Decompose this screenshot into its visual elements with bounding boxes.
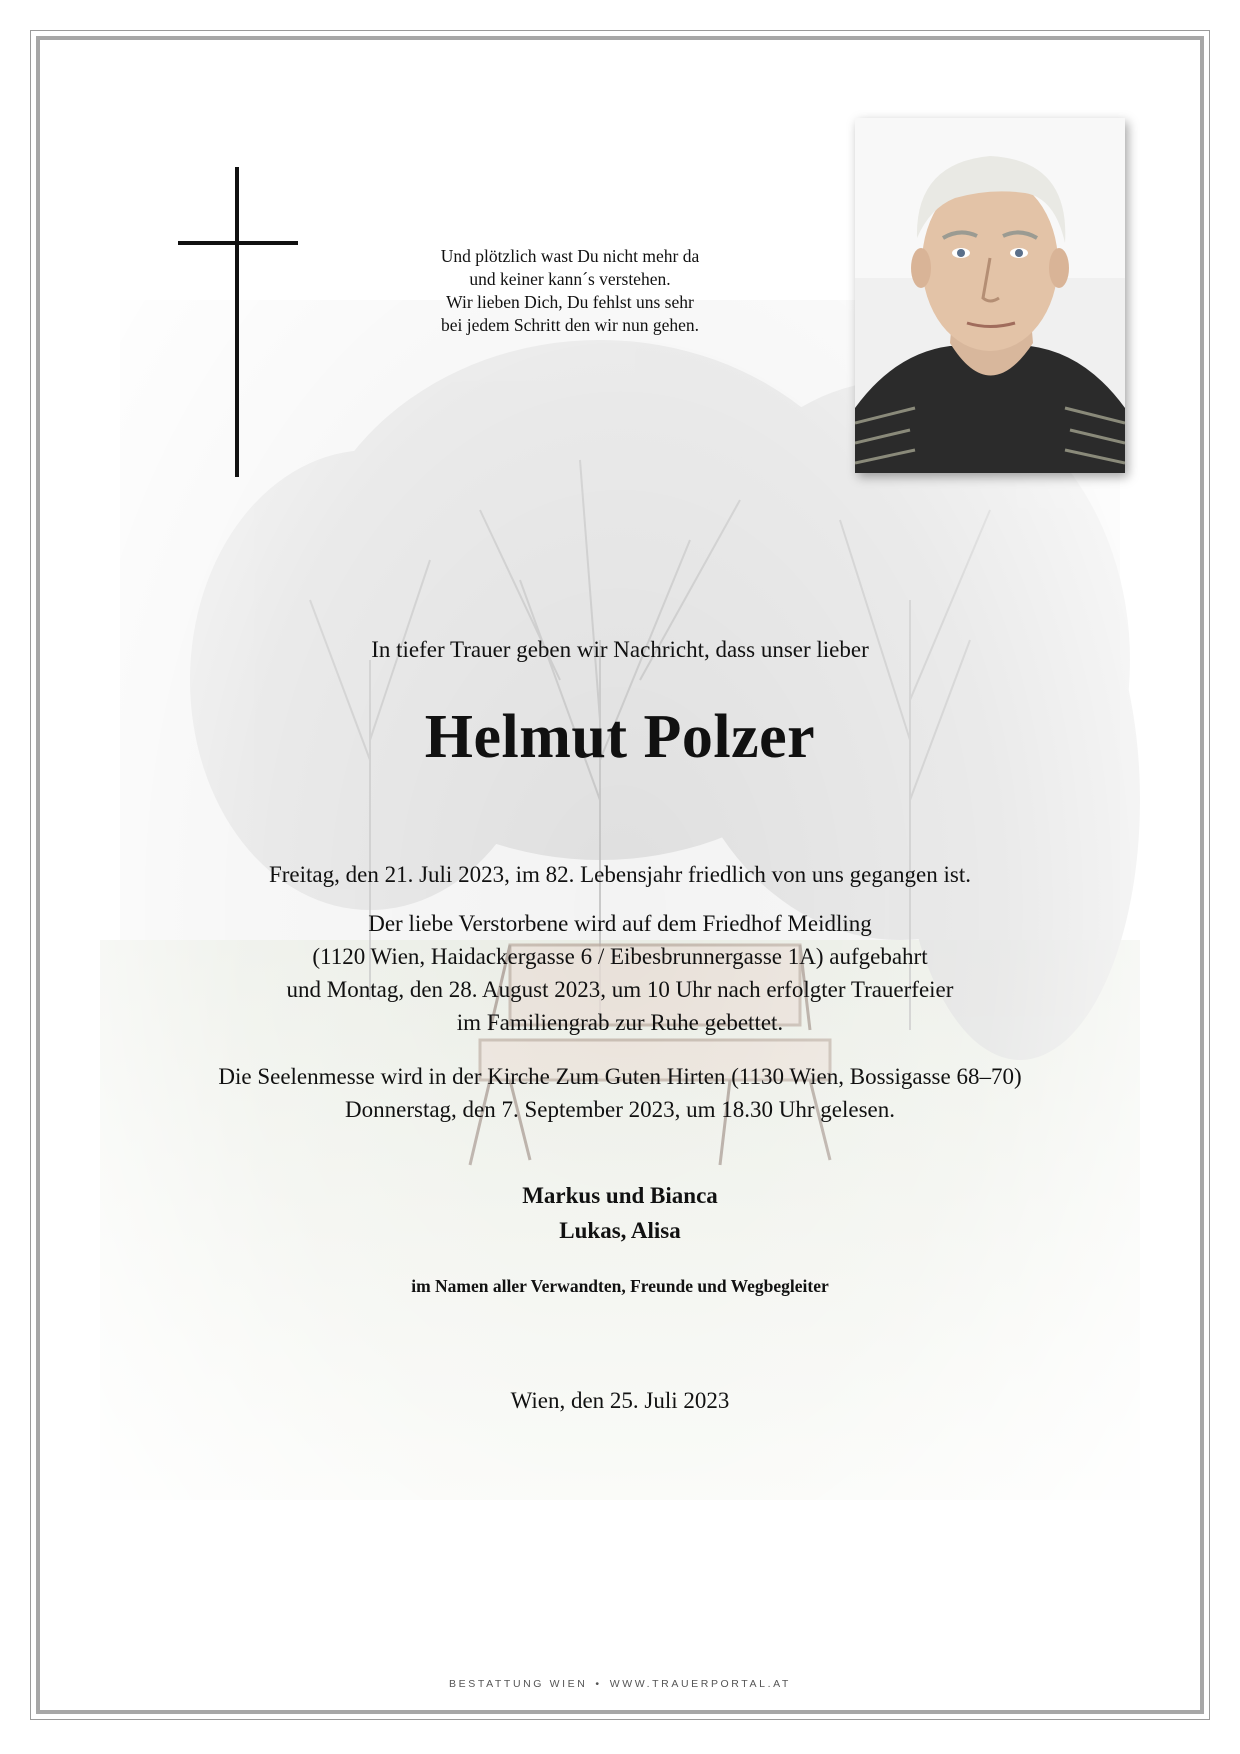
burial-line: im Familiengrab zur Ruhe gebettet. xyxy=(456,1010,784,1035)
death-line: Freitag, den 21. Juli 2023, im 82. Lebensjahr friedlich von uns gegangen ist. xyxy=(268,862,971,887)
poem-line: Und plötzlich wast Du nicht mehr da xyxy=(440,246,700,266)
signer-line: Markus und Bianca xyxy=(522,1183,718,1208)
footer-separator: • xyxy=(595,1678,602,1690)
place-date: Wien, den 25. Juli 2023 xyxy=(510,1388,730,1413)
burial-line: Der liebe Verstorbene wird auf dem Friedhof Meidling xyxy=(368,911,872,936)
signer-line: Lukas, Alisa xyxy=(559,1218,681,1243)
mass-info xyxy=(40,1060,1200,1126)
poem-line: und keiner kann´s verstehen. xyxy=(469,269,671,289)
obituary-card xyxy=(36,36,1204,1714)
footer-company: BESTATTUNG WIEN xyxy=(449,1678,588,1690)
burial-line: (1120 Wien, Haidackergasse 6 / Eibesbrunnergasse 1A) aufgebahrt xyxy=(312,944,928,969)
cross-vertical-bar xyxy=(235,167,239,477)
footer-credit xyxy=(40,1678,1200,1690)
portrait-photo xyxy=(855,118,1125,473)
poem-line: Wir lieben Dich, Du fehlst uns sehr xyxy=(446,292,694,312)
footer-website-link[interactable]: WWW.TRAUERPORTAL.AT xyxy=(609,1678,791,1690)
intro-line: In tiefer Trauer geben wir Nachricht, dass unser lieber xyxy=(371,637,869,662)
memorial-poem xyxy=(420,245,720,337)
death-notice xyxy=(40,858,1200,891)
signers xyxy=(40,1178,1200,1248)
mass-line: Die Seelenmesse wird in der Kirche Zum Guten Hirten (1130 Wien, Bossigasse 68–70) xyxy=(218,1064,1022,1089)
cross-icon xyxy=(178,167,298,477)
deceased-name: Helmut Polzer xyxy=(424,703,816,771)
burial-info xyxy=(40,907,1200,1039)
family-note: im Namen aller Verwandten, Freunde und Wegbegleiter xyxy=(411,1276,829,1296)
cross-horizontal-bar xyxy=(178,241,298,245)
burial-line: und Montag, den 28. August 2023, um 10 Uhr nach erfolgter Trauerfeier xyxy=(286,977,954,1002)
poem-line: bei jedem Schritt den wir nun gehen. xyxy=(440,315,700,335)
mass-line: Donnerstag, den 7. September 2023, um 18.30 Uhr gelesen. xyxy=(345,1097,895,1122)
